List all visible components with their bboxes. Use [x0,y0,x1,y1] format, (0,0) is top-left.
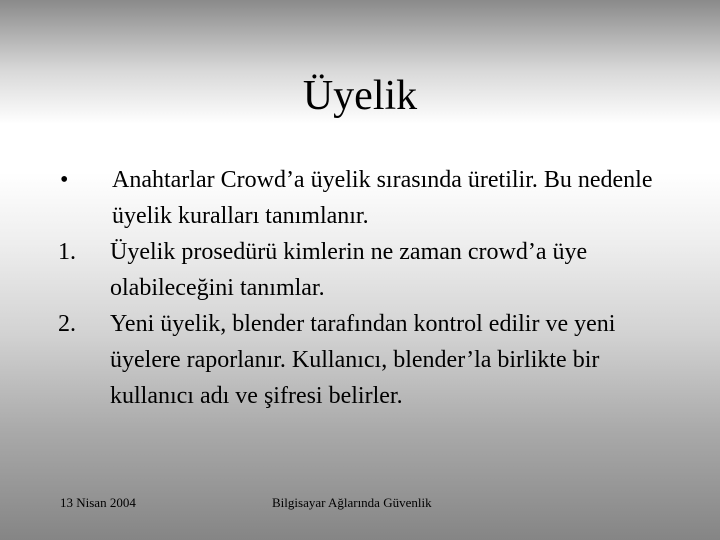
list-item-text: Yeni üyelik, blender tarafından kontrol edilir ve yeni üyelere raporlanır. Kullanıcı, blender’la birlikte bir kullanıcı adı ve şifresi belirler. [110,311,616,409]
list-item [58,162,688,234]
slide-body [58,162,688,414]
footer-date: 13 Nisan 2004 [60,495,136,510]
number-marker: 1. [58,239,76,265]
footer-title: Bilgisayar Ağlarında Güvenlik [272,495,432,510]
list-item-text: Anahtarlar Crowd’a üyelik sırasında üretilir. Bu nedenle üyelik kuralları tanımlanır. [112,167,653,229]
bullet-marker: • [60,167,69,193]
list-item-text: Üyelik prosedürü kimlerin ne zaman crowd’a üye olabileceğini tanımlar. [110,239,588,301]
number-marker: 2. [58,311,76,337]
list-item [58,306,688,414]
list-item [58,234,688,306]
slide-title: Üyelik [302,73,418,119]
